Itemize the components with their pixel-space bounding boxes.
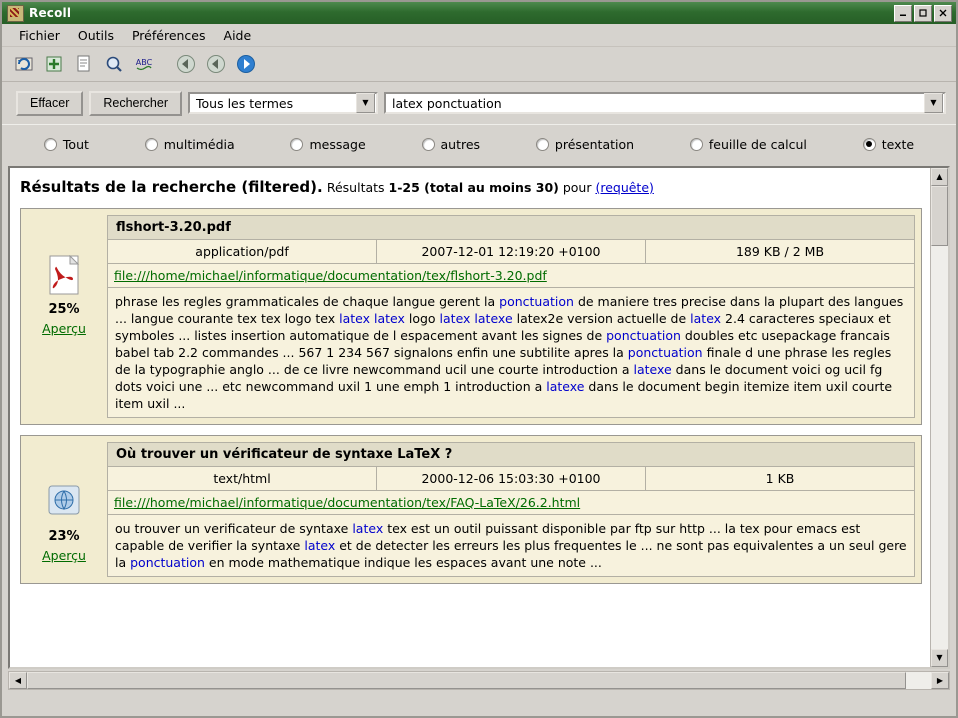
search-bar bbox=[2, 82, 956, 124]
radio-icon[interactable] bbox=[422, 138, 435, 151]
result-size: 1 KB bbox=[765, 471, 795, 486]
snippet-text: en mode mathematique indique les espaces avant une note ... bbox=[204, 555, 602, 570]
menu-aide[interactable]: Aide bbox=[223, 27, 252, 43]
search-input-combo[interactable] bbox=[384, 92, 946, 114]
html-icon bbox=[46, 482, 82, 525]
result-date: 2007-12-01 12:19:20 +0100 bbox=[377, 240, 646, 263]
snippet-text: et de detecter les erreurs les plus frequentes le ... ne sont pas equivalentes a un seul gere la bbox=[115, 538, 907, 570]
results-range: 1-25 (total au moins 30) bbox=[388, 180, 559, 195]
scroll-up-icon[interactable]: ▲ bbox=[931, 168, 948, 186]
category-texte[interactable] bbox=[835, 137, 942, 152]
preview-link[interactable]: Aperçu bbox=[42, 321, 86, 336]
results-summary-prefix: Résultats bbox=[326, 180, 389, 195]
result-date: 2000-12-06 15:03:30 +0100 bbox=[377, 467, 646, 490]
result-snippet bbox=[107, 515, 915, 577]
chevron-down-icon[interactable]: ▼ bbox=[356, 93, 375, 113]
category-label: autres bbox=[440, 136, 481, 152]
next-icon[interactable] bbox=[232, 50, 260, 78]
category-tout[interactable] bbox=[16, 137, 117, 152]
hscroll-track[interactable] bbox=[27, 672, 931, 689]
radio-icon-selected[interactable] bbox=[863, 138, 876, 151]
scroll-down-icon[interactable]: ▼ bbox=[931, 649, 948, 667]
svg-text:ABC: ABC bbox=[135, 58, 153, 67]
update-index-icon[interactable] bbox=[10, 50, 38, 78]
snippet-text: ou trouver un verificateur de syntaxe bbox=[115, 521, 353, 536]
snippet-text: phrase les regles grammaticales de chaque langue gerent la bbox=[115, 294, 500, 309]
highlighted-term: latex latex bbox=[339, 311, 405, 326]
result-title[interactable]: flshort-3.20.pdf bbox=[107, 215, 915, 240]
hscroll-thumb[interactable] bbox=[27, 672, 906, 689]
result-content bbox=[107, 442, 915, 577]
category-label: Tout bbox=[62, 136, 89, 152]
highlighted-term: ponctuation bbox=[627, 345, 703, 360]
snippet-text: doubles etc usepackage francais babel tab 2.2 commandes ... 567 1 234 567 signalons enfin une subtilite apres la bbox=[115, 328, 890, 360]
highlighted-term: latexe bbox=[546, 379, 585, 394]
status-bar bbox=[2, 692, 956, 716]
app-icon bbox=[7, 5, 24, 22]
results-horizontal-scrollbar[interactable] bbox=[8, 671, 950, 690]
category-multimedia[interactable] bbox=[117, 137, 263, 152]
index-config-icon[interactable] bbox=[40, 50, 68, 78]
highlighted-term: latex bbox=[304, 538, 336, 553]
search-mode-value: Tous les termes bbox=[196, 95, 294, 111]
results-header bbox=[10, 168, 930, 202]
title-bar bbox=[2, 2, 956, 24]
menu-bar bbox=[2, 24, 956, 47]
result-url-link[interactable]: file:///home/michael/informatique/documentation/tex/FAQ-LaTeX/26.2.html bbox=[114, 495, 581, 510]
highlighted-term: latex bbox=[690, 311, 722, 326]
highlighted-term: ponctuation bbox=[499, 294, 574, 309]
clear-button[interactable]: Effacer bbox=[16, 91, 83, 116]
category-label: feuille de calcul bbox=[708, 136, 807, 152]
advanced-search-icon[interactable] bbox=[100, 50, 128, 78]
relevance-percent: 25% bbox=[48, 302, 80, 317]
result-title[interactable]: Où trouver un vérificateur de syntaxe LaTeX ? bbox=[107, 442, 915, 467]
results-panel bbox=[8, 166, 950, 669]
result-mime: text/html bbox=[108, 467, 377, 490]
result-url-row bbox=[107, 264, 915, 288]
category-label: multimédia bbox=[163, 136, 235, 152]
snippet-text: dans le document voici og ucil fg dots voici une ... etc newcommand uxil 1 une emph 1 introduction a bbox=[115, 362, 883, 394]
result-meta-row bbox=[107, 240, 915, 264]
highlighted-term: latex bbox=[352, 521, 384, 536]
snippet-text: 2.4 caracteres speciaux et symboles ... listes insertion automatique de l espacement avant les signes de bbox=[115, 311, 891, 343]
category-filter-bar bbox=[2, 124, 956, 163]
highlighted-term: latex latexe bbox=[439, 311, 513, 326]
category-presentation[interactable] bbox=[508, 137, 662, 152]
snippet-text: latex2e version actuelle de bbox=[512, 311, 691, 326]
search-button[interactable]: Rechercher bbox=[89, 91, 182, 116]
radio-icon[interactable] bbox=[44, 138, 57, 151]
snippet-text: de maniere tres precise dans la plupart des langues ... langue courante tex tex logo tex bbox=[115, 294, 904, 326]
result-mime: application/pdf bbox=[108, 240, 377, 263]
result-snippet bbox=[107, 288, 915, 418]
category-label: texte bbox=[881, 136, 915, 152]
scroll-left-icon[interactable]: ◀ bbox=[9, 672, 27, 689]
highlighted-term: ponctuation bbox=[130, 555, 205, 570]
snippet-text: logo bbox=[404, 311, 440, 326]
category-message[interactable] bbox=[263, 137, 394, 152]
category-feuille-de-calcul[interactable] bbox=[662, 137, 835, 152]
radio-icon[interactable] bbox=[690, 138, 703, 151]
relevance-percent: 23% bbox=[48, 529, 80, 544]
window-title: Recoll bbox=[29, 6, 72, 20]
window-controls bbox=[894, 5, 952, 22]
result-left-column bbox=[27, 442, 101, 577]
maximize-icon[interactable] bbox=[914, 5, 932, 22]
category-autres[interactable] bbox=[394, 137, 508, 152]
search-mode-select[interactable] bbox=[188, 92, 378, 114]
close-icon[interactable] bbox=[934, 5, 952, 22]
snippet-text: dans le document begin itemize item uxil courte item uxil ... bbox=[115, 379, 893, 411]
highlighted-term: ponctuation bbox=[606, 328, 681, 343]
chevron-down-icon-history[interactable]: ▼ bbox=[924, 93, 943, 113]
radio-icon[interactable] bbox=[536, 138, 549, 151]
minimize-icon[interactable] bbox=[894, 5, 912, 22]
result-left-column bbox=[27, 215, 101, 418]
query-link[interactable]: (requête) bbox=[595, 180, 654, 195]
menu-preferences[interactable]: Préférences bbox=[131, 27, 206, 43]
result-content bbox=[107, 215, 915, 418]
result-url-row bbox=[107, 491, 915, 515]
menu-outils[interactable]: Outils bbox=[77, 27, 114, 43]
snippet-text: finale d une phrase les regles de la typographie anglo ... de ce livre newcommand ucil une courte introduction a bbox=[115, 345, 892, 377]
category-label: présentation bbox=[554, 136, 635, 152]
menu-fichier[interactable]: Fichier bbox=[19, 27, 60, 43]
page-title: Résultats de la recherche (filtered). bbox=[20, 178, 323, 196]
result-url-link[interactable]: file:///home/michael/informatique/documentation/tex/flshort-3.20.pdf bbox=[114, 268, 547, 283]
results-list bbox=[10, 168, 930, 667]
preview-link[interactable]: Aperçu bbox=[42, 548, 86, 563]
results-vertical-scrollbar[interactable] bbox=[930, 168, 948, 667]
scroll-right-icon[interactable]: ▶ bbox=[931, 672, 949, 689]
radio-icon[interactable] bbox=[145, 138, 158, 151]
document-history-icon[interactable] bbox=[70, 50, 98, 78]
snippet-text: tex est un outil puissant disponible par ftp sur http ... la tex pour emacs est capable de verifier la syntaxe bbox=[115, 521, 861, 553]
pdf-icon bbox=[46, 255, 82, 298]
scroll-thumb[interactable] bbox=[931, 186, 948, 246]
result-card[interactable] bbox=[20, 435, 922, 584]
back-icon[interactable] bbox=[172, 50, 200, 78]
radio-icon[interactable] bbox=[290, 138, 303, 151]
result-size: 189 KB / 2 MB bbox=[735, 244, 825, 259]
result-card[interactable] bbox=[20, 208, 922, 425]
search-input[interactable]: latex ponctuation bbox=[392, 95, 502, 111]
scroll-track[interactable] bbox=[931, 186, 948, 649]
results-summary-middle: pour bbox=[558, 180, 596, 195]
tool-bar bbox=[2, 47, 956, 82]
previous-icon[interactable] bbox=[202, 50, 230, 78]
highlighted-term: latexe bbox=[633, 362, 672, 377]
spelling-icon[interactable] bbox=[130, 50, 158, 78]
category-label: message bbox=[309, 136, 366, 152]
result-meta-row bbox=[107, 467, 915, 491]
